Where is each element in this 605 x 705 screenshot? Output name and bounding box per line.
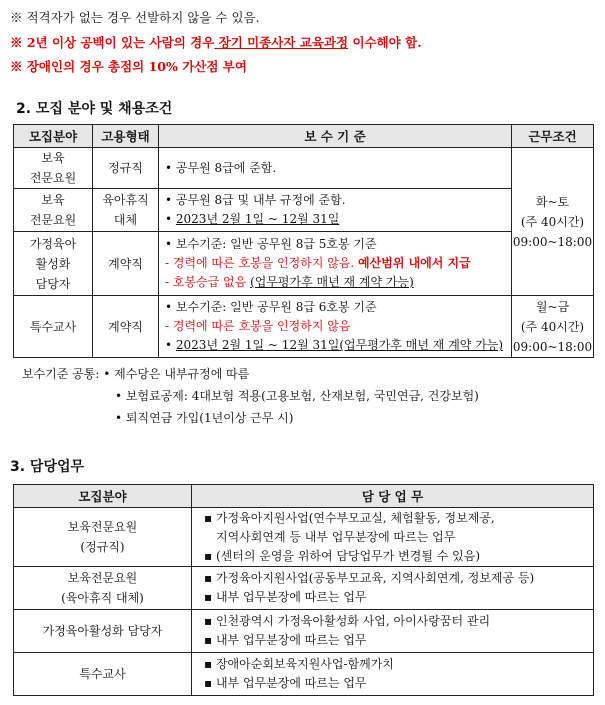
field-cell: 가정육아 활성화 담당자: [14, 232, 93, 296]
header-field: 모집분야: [14, 485, 192, 508]
header-pay: 보 수 기 준: [159, 125, 512, 148]
field-cell: 보육전문요원 (육아휴직 대체): [14, 567, 192, 610]
common-item: • 보험료공제: 4대보험 적용(고용보험, 산재보험, 국민연금, 건강보험): [115, 389, 479, 403]
field-cell: 보육 전문요원: [14, 189, 93, 232]
note-gap-training: [10, 33, 422, 51]
recruitment-table: [13, 124, 594, 358]
note-gap-text-a: ※ 2년 이상 공백이 있는 사람의 경우: [10, 35, 215, 50]
note-no-qualified: ※ 적격자가 없는 경우 선발하지 않을 수 있음.: [10, 10, 260, 25]
table-row: [14, 296, 594, 358]
table-row: [14, 610, 594, 653]
duties-cell: ▪ 가정육아지원사업(연수부모교실, 체험활동, 정보제공, 지역사회연계 등 내부 업무분장에 따르는 업무 ▪ (센터의 운영을 위하여 담당업무가 변경될 수 있음): [192, 508, 594, 567]
table-row: [14, 508, 594, 567]
work-condition-cell: 월~금 (주 40시간) 09:00~18:00: [512, 296, 594, 358]
type-cell: 정규직: [93, 148, 159, 189]
note-gap-text-b: 장기 미종사자 교육과정: [214, 35, 349, 50]
section-3-title: 3. 담당업무: [10, 459, 85, 475]
common-label: 보수기준 공통:: [22, 367, 100, 381]
table-row: [14, 653, 594, 696]
field-cell: 보육전문요원 (정규직): [14, 508, 192, 567]
table-row: [14, 189, 594, 232]
type-cell: 계약직: [93, 232, 159, 296]
common-item: • 퇴직연금 가입(1년이상 근무 시): [115, 411, 293, 425]
table-row: [14, 232, 594, 296]
pay-cell: • 보수기준: 일반 공무원 8급 6호봉 기준 - 경력에 따른 호봉을 인정하지 않음 • 2023년 2월 1일 ~ 12월 31일(업무평가후 매년 재 계약 가능): [159, 296, 512, 358]
common-item: • 제수당은 내부규정에 따름: [103, 367, 249, 381]
pay-cell: • 공무원 8급 및 내부 규정에 준함. • 2023년 2월 1일 ~ 12월 31일: [159, 189, 512, 232]
type-cell: 육아휴직 대체: [93, 189, 159, 232]
duties-table: [13, 484, 594, 696]
field-cell: 가정육아활성화 담당자: [14, 610, 192, 653]
header-duties: 담 당 업 무: [192, 485, 594, 508]
field-cell: 특수교사: [14, 296, 93, 358]
note-disability-bonus: ※ 장애인의 경우 총점의 10% 가산점 부여: [10, 59, 247, 74]
table-header-row: [14, 485, 594, 508]
type-cell: 계약직: [93, 296, 159, 358]
common-pay-rules: [22, 363, 479, 429]
header-type: 고용형태: [93, 125, 159, 148]
field-cell: 특수교사: [14, 653, 192, 696]
duties-cell: ▪ 가정육아지원사업(공동부모교육, 지역사회연계, 정보제공 등) ▪ 내부 업무분장에 따르는 업무: [192, 567, 594, 610]
pay-cell: • 공무원 8급에 준함.: [159, 148, 512, 189]
header-work: 근무조건: [512, 125, 594, 148]
field-cell: 보육 전문요원: [14, 148, 93, 189]
table-row: [14, 567, 594, 610]
duties-cell: ▪ 장애아순회보육지원사업-함께가치 ▪ 내부 업무분장에 따르는 업무: [192, 653, 594, 696]
pay-cell: • 보수기준: 일반 공무원 8급 5호봉 기준 - 경력에 따른 호봉을 인정하지 않음. 예산범위 내에서 지급 - 호봉승급 없음 (업무평가후 매년 재 계약 가능): [159, 232, 512, 296]
header-field: 모집분야: [14, 125, 93, 148]
duties-cell: ▪ 인천광역시 가정육아활성화 사업, 아이사랑꿈터 관리 ▪ 내부 업무분장에 따르는 업무: [192, 610, 594, 653]
table-header-row: [14, 125, 594, 148]
section-2-title: 2. 모집 분야 및 채용조건: [16, 101, 173, 117]
note-gap-text-c: 이수해야 함.: [348, 35, 422, 50]
table-row: [14, 148, 594, 189]
work-condition-cell: 화~토 (주 40시간) 09:00~18:00: [512, 148, 594, 296]
